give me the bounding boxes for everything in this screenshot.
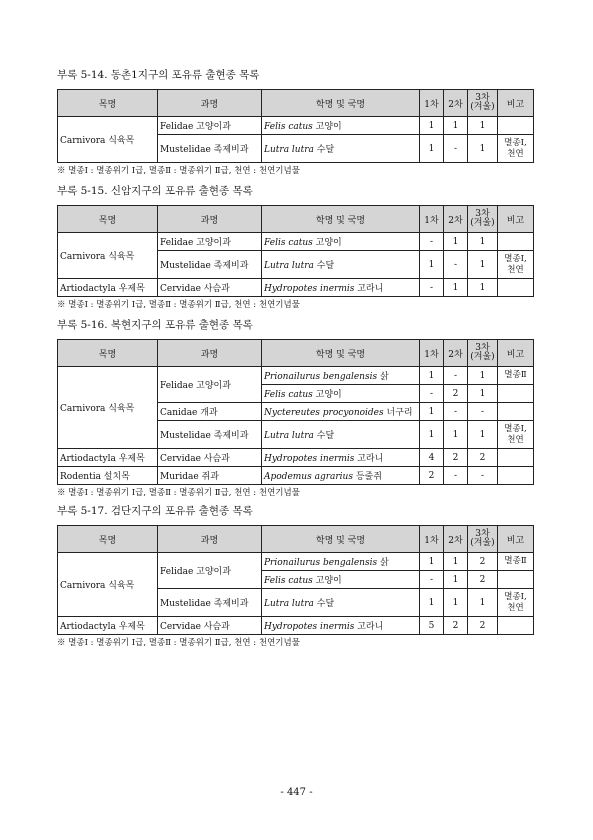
scientific-name: Lutra lutra — [264, 599, 314, 609]
species-cell — [262, 233, 420, 251]
table-title: 부록 5-16. 복현지구의 포유류 출현종 목록 — [57, 319, 253, 331]
species-cell — [262, 589, 420, 617]
family-cell: Felidae 고양이과 — [158, 367, 262, 403]
remark-header: 비고 — [498, 526, 534, 553]
round1-cell: 1 — [420, 589, 444, 617]
round3-season: (겨울) — [470, 218, 495, 228]
korean-name: 고라니 — [357, 284, 384, 294]
korean-name: 너구리 — [386, 408, 413, 418]
family-cell: Mustelidae 족제비과 — [158, 589, 262, 617]
korean-name: 고라니 — [357, 454, 384, 464]
round1-cell: 1 — [420, 117, 444, 135]
scientific-name: Felis catus — [264, 238, 313, 248]
round3-cell: 1 — [468, 279, 498, 297]
round1-cell: 1 — [420, 367, 444, 385]
order-cell: Carnivora 식육목 — [58, 117, 158, 163]
remark-cell — [498, 403, 534, 421]
remark-cell — [498, 449, 534, 467]
remark-cell — [498, 385, 534, 403]
remark-header: 비고 — [498, 340, 534, 367]
table-row — [58, 467, 534, 485]
remark-cell: 멸종Ⅰ, 천연 — [498, 589, 534, 617]
round2-cell: 2 — [444, 385, 468, 403]
species-table — [57, 339, 534, 485]
order-cell: Artiodactyla 우제목 — [58, 617, 158, 635]
scientific-name: Nyctereutes procyonoides — [264, 408, 384, 418]
order-cell: Carnivora 식육목 — [58, 367, 158, 449]
scientific-name: Prionailurus bengalensis — [264, 372, 378, 382]
round3-label: 3차 — [475, 343, 490, 353]
family-cell: Cervidae 사슴과 — [158, 279, 262, 297]
table-row — [58, 279, 534, 297]
table-row — [58, 367, 534, 385]
round3-cell: 1 — [468, 385, 498, 403]
family-cell: Cervidae 사슴과 — [158, 617, 262, 635]
round2-cell: 1 — [444, 233, 468, 251]
order-header: 목명 — [58, 90, 158, 117]
species-header: 학명 및 국명 — [262, 90, 420, 117]
species-cell — [262, 135, 420, 163]
korean-name: 수달 — [316, 145, 335, 155]
header-row — [58, 206, 534, 233]
family-cell: Mustelidae 족제비과 — [158, 251, 262, 279]
species-header: 학명 및 국명 — [262, 526, 420, 553]
remark-cell — [498, 467, 534, 485]
table-row — [58, 117, 534, 135]
scientific-name: Felis catus — [264, 576, 313, 586]
round2-cell: - — [444, 467, 468, 485]
table-title: 부록 5-14. 동촌1지구의 포유류 출현종 목록 — [57, 69, 260, 81]
round3-cell: 1 — [468, 421, 498, 449]
species-cell — [262, 279, 420, 297]
species-cell — [262, 367, 420, 385]
footnote: ※ 멸종Ⅰ : 멸종위기 Ⅰ급, 멸종Ⅱ : 멸종위기 Ⅱ급, 천연 : 천연기념물 — [57, 488, 300, 498]
table-row — [58, 449, 534, 467]
footnote: ※ 멸종Ⅰ : 멸종위기 Ⅰ급, 멸종Ⅱ : 멸종위기 Ⅱ급, 천연 : 천연기념물 — [57, 300, 300, 310]
round2-cell: 1 — [444, 421, 468, 449]
order-cell: Rodentia 설치목 — [58, 467, 158, 485]
round1-cell: 4 — [420, 449, 444, 467]
round1-header: 1차 — [420, 206, 444, 233]
family-cell: Mustelidae 족제비과 — [158, 135, 262, 163]
remark-cell — [498, 233, 534, 251]
order-header: 목명 — [58, 206, 158, 233]
round2-header: 2차 — [444, 526, 468, 553]
round2-cell: 1 — [444, 553, 468, 571]
table-title: 부록 5-15. 신암지구의 포유류 출현종 목록 — [57, 185, 253, 197]
round1-cell: - — [420, 385, 444, 403]
remark-cell: 멸종Ⅱ — [498, 367, 534, 385]
scientific-name: Felis catus — [264, 390, 313, 400]
species-cell — [262, 251, 420, 279]
round3-label: 3차 — [475, 209, 490, 219]
page-number: - 447 - — [280, 787, 313, 798]
round3-header — [468, 206, 498, 233]
round1-cell: - — [420, 279, 444, 297]
round3-season: (겨울) — [470, 538, 495, 548]
species-cell — [262, 571, 420, 589]
round1-cell: 1 — [420, 553, 444, 571]
remark-header: 비고 — [498, 206, 534, 233]
round2-cell: - — [444, 367, 468, 385]
round2-cell: 1 — [444, 589, 468, 617]
family-cell: Felidae 고양이과 — [158, 233, 262, 251]
remark-cell: 멸종Ⅰ, 천연 — [498, 135, 534, 163]
family-cell: Felidae 고양이과 — [158, 117, 262, 135]
round2-header: 2차 — [444, 340, 468, 367]
section-5-15 — [57, 183, 533, 312]
order-header: 목명 — [58, 526, 158, 553]
round3-cell: 2 — [468, 571, 498, 589]
scientific-name: Hydropotes inermis — [264, 454, 355, 464]
round2-header: 2차 — [444, 206, 468, 233]
round3-label: 3차 — [475, 93, 490, 103]
species-cell — [262, 553, 420, 571]
round3-cell: 2 — [468, 617, 498, 635]
species-table — [57, 205, 534, 297]
section-5-17 — [57, 503, 533, 650]
remark-cell — [498, 117, 534, 135]
round1-cell: 1 — [420, 403, 444, 421]
round1-cell: 5 — [420, 617, 444, 635]
remark-cell — [498, 617, 534, 635]
remark-header: 비고 — [498, 90, 534, 117]
species-cell — [262, 617, 420, 635]
scientific-name: Prionailurus bengalensis — [264, 558, 378, 568]
round3-cell: 1 — [468, 135, 498, 163]
scientific-name: Apodemus agrarius — [264, 472, 353, 482]
scientific-name: Lutra lutra — [264, 261, 314, 271]
footnote: ※ 멸종Ⅰ : 멸종위기 Ⅰ급, 멸종Ⅱ : 멸종위기 Ⅱ급, 천연 : 천연기념물 — [57, 638, 300, 648]
family-header: 과명 — [158, 206, 262, 233]
round1-cell: - — [420, 233, 444, 251]
family-cell: Mustelidae 족제비과 — [158, 421, 262, 449]
family-header: 과명 — [158, 90, 262, 117]
round3-cell: 2 — [468, 553, 498, 571]
korean-name: 고양이 — [315, 238, 342, 248]
scientific-name: Hydropotes inermis — [264, 284, 355, 294]
round3-cell: - — [468, 467, 498, 485]
korean-name: 고양이 — [315, 390, 342, 400]
round1-cell: 1 — [420, 421, 444, 449]
species-header: 학명 및 국명 — [262, 340, 420, 367]
scientific-name: Lutra lutra — [264, 431, 314, 441]
round3-cell: 1 — [468, 251, 498, 279]
round1-cell: 1 — [420, 251, 444, 279]
order-cell: Artiodactyla 우제목 — [58, 279, 158, 297]
family-cell: Canidae 개과 — [158, 403, 262, 421]
round3-season: (겨울) — [470, 352, 495, 362]
scientific-name: Lutra lutra — [264, 145, 314, 155]
family-cell: Cervidae 사슴과 — [158, 449, 262, 467]
species-cell — [262, 403, 420, 421]
korean-name: 고양이 — [315, 576, 342, 586]
round1-header: 1차 — [420, 340, 444, 367]
korean-name: 수달 — [316, 599, 335, 609]
round2-cell: - — [444, 135, 468, 163]
species-cell — [262, 449, 420, 467]
species-cell — [262, 421, 420, 449]
family-cell: Muridae 쥐과 — [158, 467, 262, 485]
section-5-16 — [57, 317, 533, 500]
round1-cell: - — [420, 571, 444, 589]
round3-header — [468, 526, 498, 553]
round3-header — [468, 90, 498, 117]
round3-cell: 2 — [468, 449, 498, 467]
round3-cell: - — [468, 403, 498, 421]
species-cell — [262, 385, 420, 403]
round2-cell: 2 — [444, 449, 468, 467]
round1-header: 1차 — [420, 526, 444, 553]
table-row — [58, 617, 534, 635]
footnote: ※ 멸종Ⅰ : 멸종위기 Ⅰ급, 멸종Ⅱ : 멸종위기 Ⅱ급, 천연 : 천연기념물 — [57, 166, 300, 176]
header-row — [58, 90, 534, 117]
species-cell — [262, 467, 420, 485]
round2-header: 2차 — [444, 90, 468, 117]
round3-label: 3차 — [475, 529, 490, 539]
korean-name: 삵 — [379, 372, 389, 382]
round2-cell: - — [444, 403, 468, 421]
order-cell: Carnivora 식육목 — [58, 233, 158, 279]
round1-cell: 1 — [420, 135, 444, 163]
table-title: 부록 5-17. 검단지구의 포유류 출현종 목록 — [57, 505, 253, 517]
remark-cell: 멸종Ⅱ — [498, 553, 534, 571]
species-table — [57, 525, 534, 635]
remark-cell — [498, 279, 534, 297]
round3-cell: 1 — [468, 117, 498, 135]
header-row — [58, 340, 534, 367]
round1-header: 1차 — [420, 90, 444, 117]
table-row — [58, 553, 534, 571]
table-row — [58, 233, 534, 251]
round2-cell: 2 — [444, 617, 468, 635]
remark-cell: 멸종Ⅰ, 천연 — [498, 421, 534, 449]
round2-cell: 1 — [444, 117, 468, 135]
remark-cell: 멸종Ⅰ, 천연 — [498, 251, 534, 279]
round3-header — [468, 340, 498, 367]
korean-name: 고양이 — [315, 122, 342, 132]
family-cell: Felidae 고양이과 — [158, 553, 262, 589]
family-header: 과명 — [158, 340, 262, 367]
korean-name: 등줄쥐 — [355, 472, 382, 482]
header-row — [58, 526, 534, 553]
scientific-name: Hydropotes inermis — [264, 622, 355, 632]
family-header: 과명 — [158, 526, 262, 553]
round2-cell: - — [444, 251, 468, 279]
korean-name: 수달 — [316, 431, 335, 441]
species-cell — [262, 117, 420, 135]
round3-cell: 1 — [468, 367, 498, 385]
order-cell: Carnivora 식육목 — [58, 553, 158, 617]
scientific-name: Felis catus — [264, 122, 313, 132]
species-table — [57, 89, 534, 163]
korean-name: 고라니 — [357, 622, 384, 632]
species-header: 학명 및 국명 — [262, 206, 420, 233]
section-5-14 — [57, 67, 533, 178]
korean-name: 수달 — [316, 261, 335, 271]
remark-cell — [498, 571, 534, 589]
round2-cell: 1 — [444, 279, 468, 297]
round3-cell: 1 — [468, 233, 498, 251]
order-cell: Artiodactyla 우제목 — [58, 449, 158, 467]
korean-name: 삵 — [379, 558, 389, 568]
round3-season: (겨울) — [470, 102, 495, 112]
round1-cell: 2 — [420, 467, 444, 485]
round3-cell: 1 — [468, 589, 498, 617]
order-header: 목명 — [58, 340, 158, 367]
round2-cell: 1 — [444, 571, 468, 589]
